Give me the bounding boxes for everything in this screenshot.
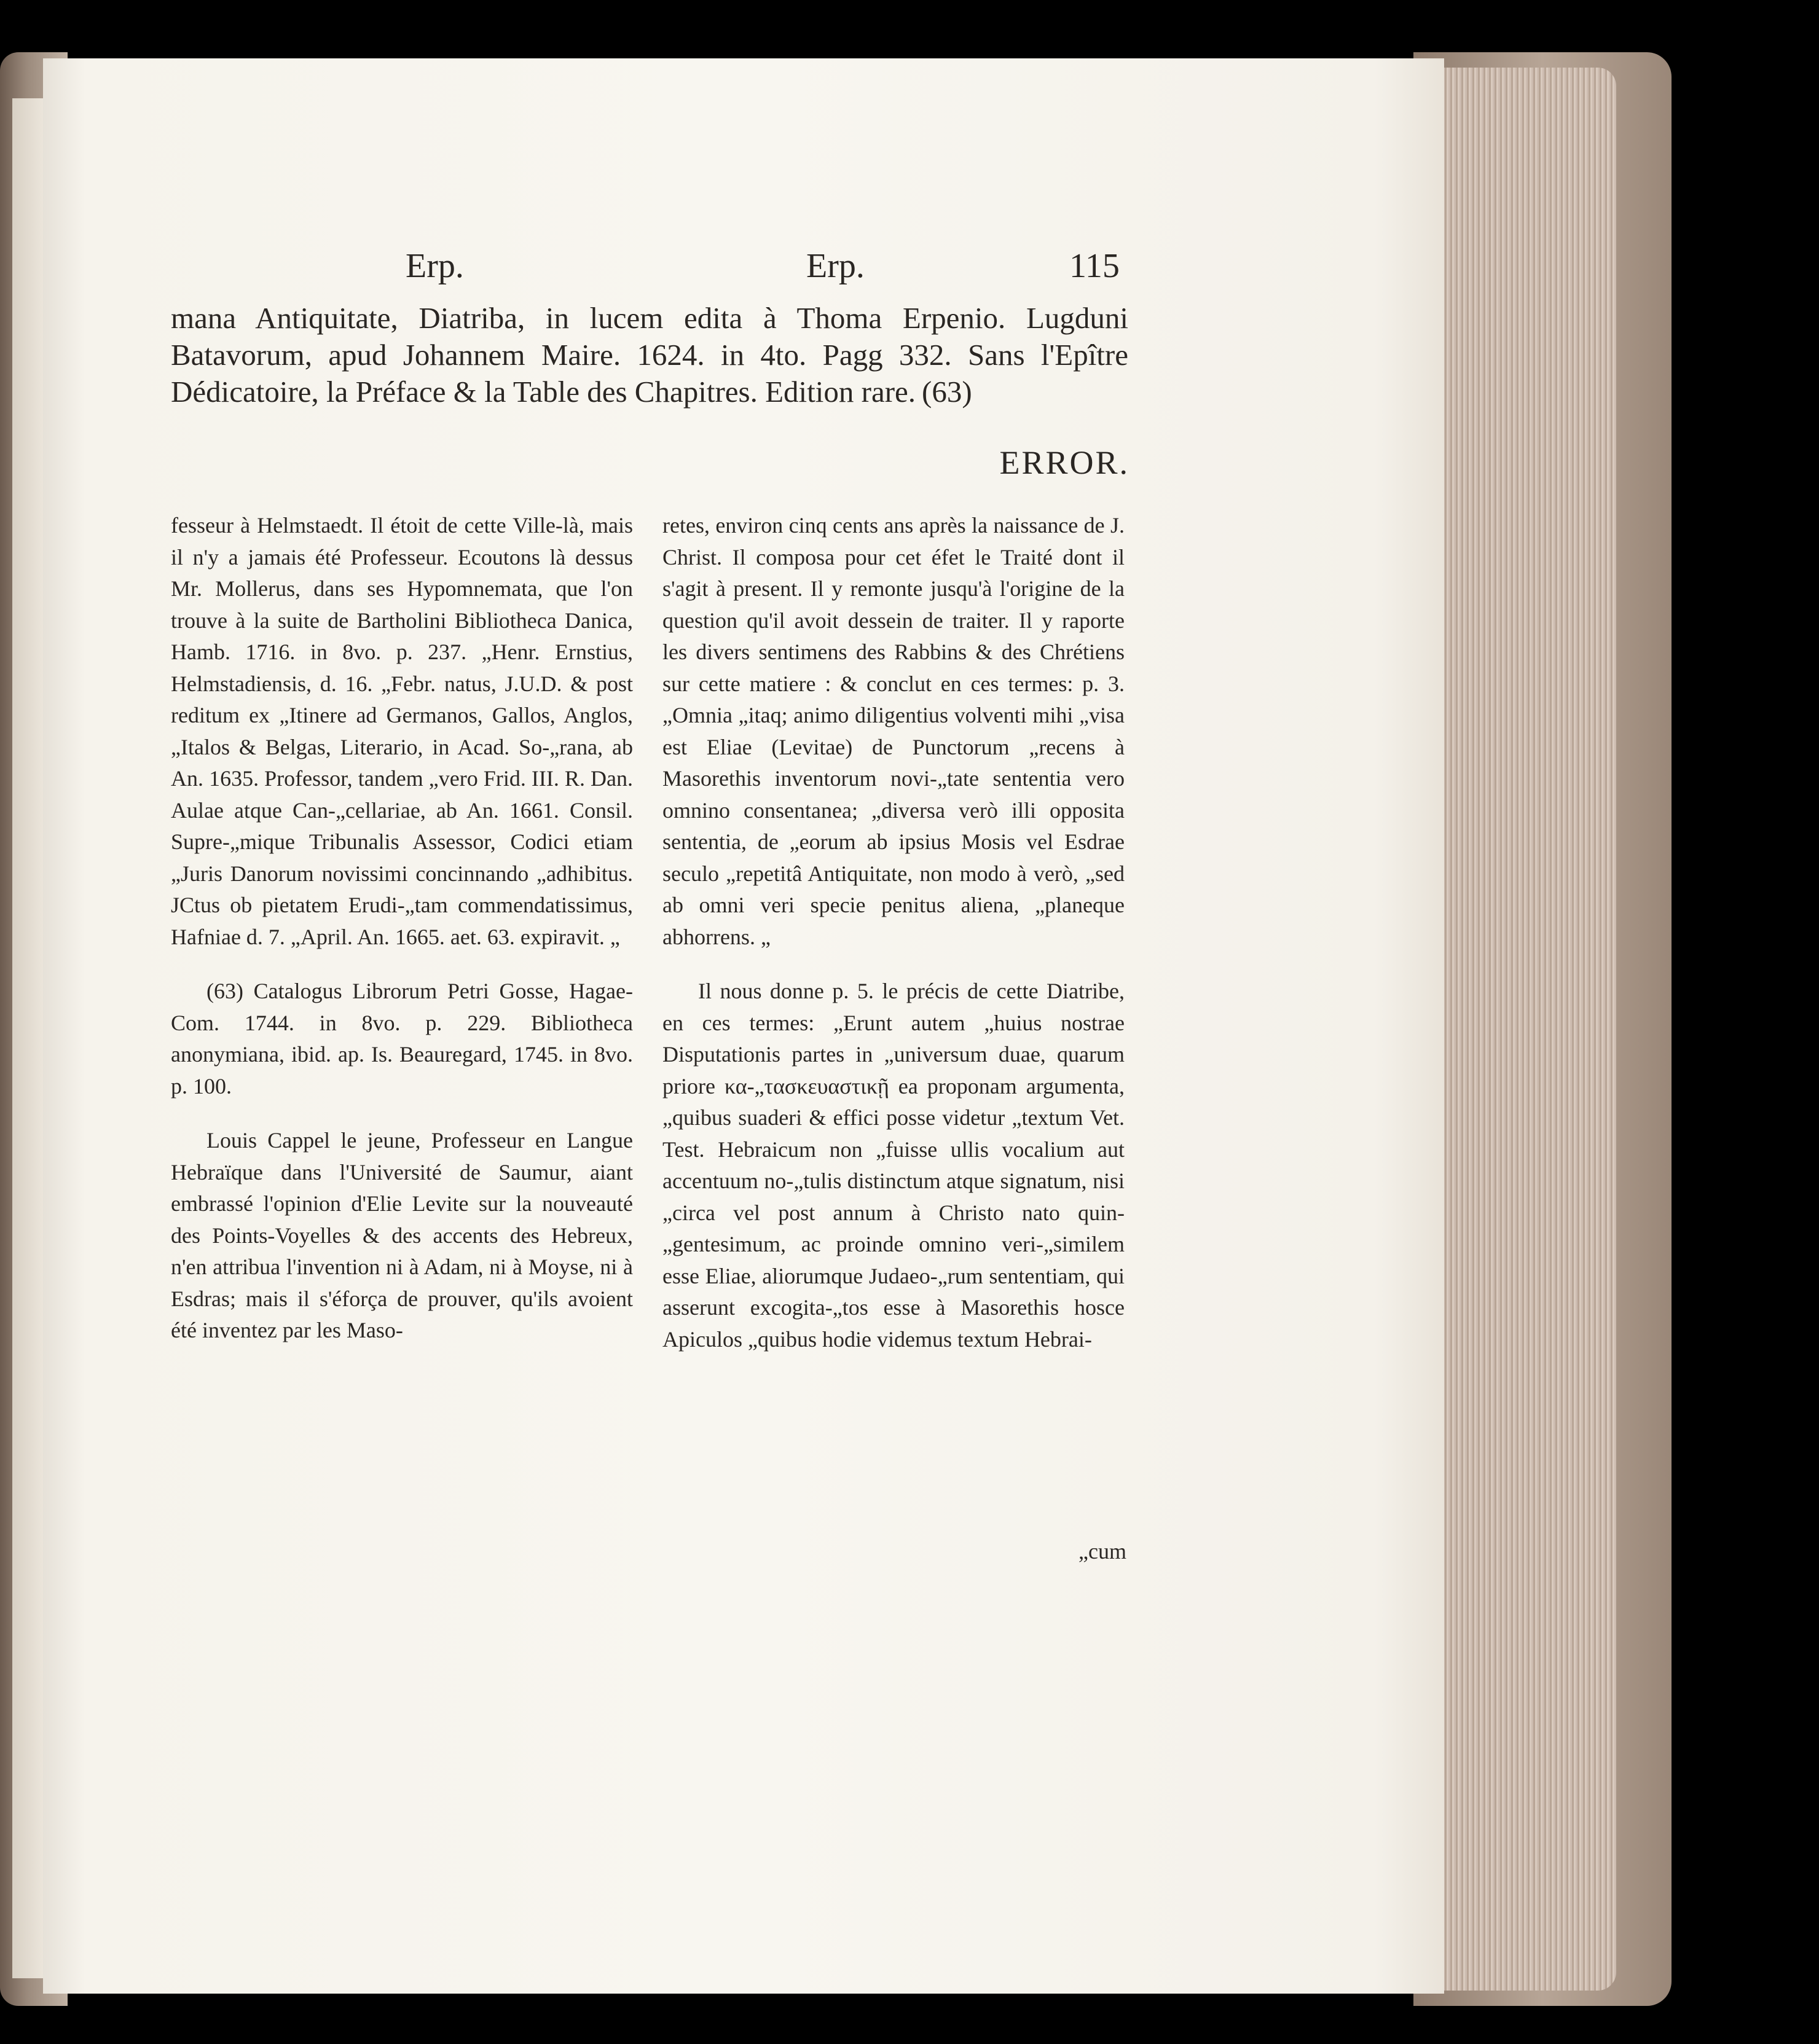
running-head-center: Erp. bbox=[806, 247, 865, 285]
catchword: „cum bbox=[1078, 1539, 1126, 1564]
section-heading: ERROR. bbox=[999, 444, 1130, 481]
footnote: (63) Catalogus Librorum Petri Gosse, Hagae-Com. 1744. in 8vo. p. 229. Bibliotheca anonymiana, ibid. ap. Is. Beauregard, 1745. in 8vo. p. 100. bbox=[171, 979, 633, 1098]
footnote-reference: (63) bbox=[922, 375, 972, 409]
right-column bbox=[662, 510, 1125, 1355]
right-column-paragraph: Il nous donne p. 5. le précis de cette Diatribe, en ces termes: „Erunt autem „huius nostrae Disputationis partes in „universum duae, quarum priore κα-„τασκευαστικῇ ea proponam argumenta, „quibus suaderi & effici posse videtur „textum Vet. Test. Hebraicum non „fuisse ullis vocalium aut accentuum no-„tulis distinctum atque signatum, nisi „circa vel post annum à Christo nato quin-„gentesimum, ac proinde omnino veri-„similem esse Eliae, aliorumque Judaeo-„rum sententiam, qui asserunt excogita-„tos esse à Masorethis hosce Apiculos „quibus hodie videmus textum Hebrai- bbox=[662, 979, 1125, 1352]
left-column-paragraph: Louis Cappel le jeune, Professeur en Langue Hebraïque dans l'Université de Saumur, aiant embrassé l'opinion d'Elie Levite sur la nouveauté des Points-Voyelles & des accents des Hebreux, n'en attribua l'invention ni à Adam, ni à Moyse, ni à Esdras; mais il s'éforça de prouver, qu'ils avoient été inventez par les Maso- bbox=[171, 1128, 633, 1342]
page-number: 115 bbox=[1069, 247, 1120, 285]
page-block-edges bbox=[1432, 68, 1616, 1991]
left-column-paragraph: fesseur à Helmstaedt. Il étoit de cette Ville-là, mais il n'y a jamais été Professeur. Ecoutons là dessus Mr. Mollerus, dans ses Hypomnemata, que l'on trouve à la suite de Bartholini Bibliotheca Danica, Hamb. 1716. in 8vo. p. 237. „Henr. Ernstius, Helmstadiensis, d. 16. „Febr. natus, J.U.D. & post reditum ex „Itinere ad Germanos, Gallos, Anglos, „Italos & Belgas, Literario, in Acad. So-„rana, ab An. 1635. Professor, tandem „vero Frid. III. R. Dan. Aulae atque Can-„cellariae, ab An. 1661. Consil. Supre-„mique Tribunalis Assessor, Codici etiam „Juris Danorum novissimi concinnando „adhibitus. JCtus ob pietatem Erudi-„tam commendatissimus, Hafniae d. 7. „April. An. 1665. aet. 63. expiravit. „ bbox=[171, 513, 633, 949]
continuation-text: mana Antiquitate, Diatriba, in lucem edita à Thoma Erpenio. Lugduni Batavorum, apud Johannem Maire. 1624. in 4to. Pagg 332. Sans l'Epître Dédicatoire, la Préface & la Table des Chapitres. Edition rare. bbox=[171, 301, 1128, 409]
running-head-left: Erp. bbox=[406, 247, 464, 285]
left-column bbox=[171, 510, 633, 1347]
continuation-paragraph bbox=[171, 300, 1128, 410]
right-column-paragraph: retes, environ cinq cents ans après la naissance de J. Christ. Il composa pour cet éfet le Traité dont il s'agit à present. Il y remonte jusqu'à l'origine de la question qu'il avoit dessein de traiter. Il y raporte les divers sentimens des Rabbins & des Chrétiens sur cette matiere : & conclut en ces termes: p. 3. „Omnia „itaq; animo diligentius volventi mihi „visa est Eliae (Levitae) de Punctorum „recens à Masorethis inventorum novi-„tate sententia vero omnino consentanea; „diversa verò illi opposita sententia, de „eorum ab ipsius Mosis vel Esdrae seculo „repetitâ Antiquitate, non modo à verò, „sed ab omni veri specie penitus aliena, „planeque abhorrens. „ bbox=[662, 513, 1125, 949]
